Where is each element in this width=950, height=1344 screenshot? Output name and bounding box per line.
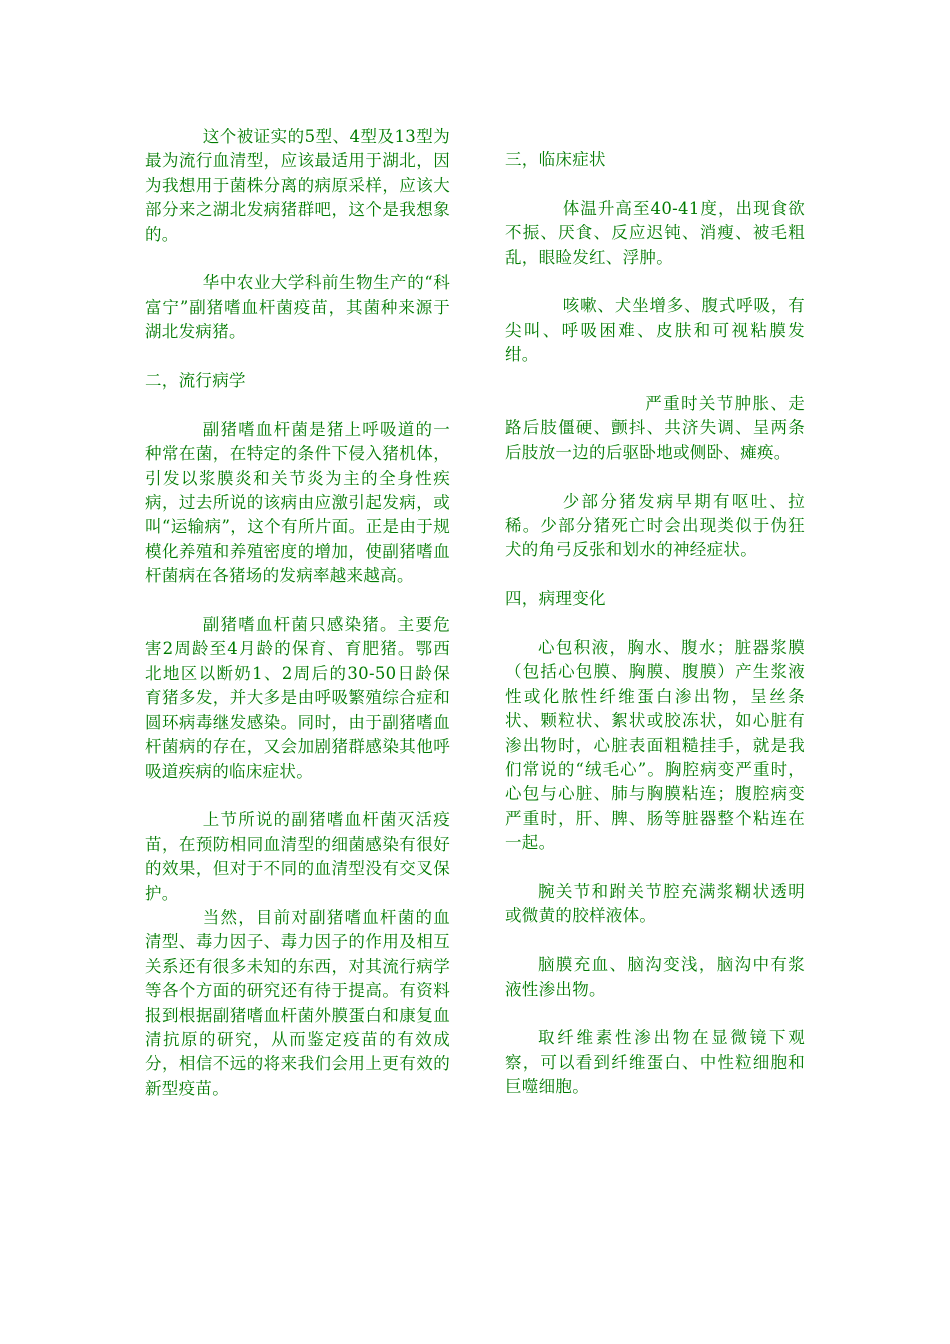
section-heading: 四，病理变化 <box>505 589 606 609</box>
paragraph: 上节所说的副猪嗜血杆菌灭活疫苗，在预防相同血清型的细菌感染有很好的效果，但对于不同的血清型没有交叉保护。 <box>145 810 450 903</box>
section-heading: 二，流行病学 <box>145 371 246 391</box>
paragraph: 副猪嗜血杆菌只感染猪。主要危害2周龄至4月龄的保育、育肥猪。鄂西北地区以断奶1、2周后的30-50日龄保育猪多发，并大多是由呼吸繁殖综合症和圆环病毒继发感染。同时，由于副猪嗜血杆菌病的存在，又会加剧猪群感染其他呼吸道疾病的临床症状。 <box>145 615 450 781</box>
paragraph: 严重时关节肿胀、走路后肢僵硬、颤抖、共济失调、呈两条后肢放一边的后驱卧地或侧卧、瘫痪。 <box>505 394 805 462</box>
paragraph: 取纤维素性渗出物在显微镜下观察，可以看到纤维蛋白、中性粒细胞和巨噬细胞。 <box>505 1028 805 1097</box>
paragraph: 少部分猪发病早期有呕吐、拉稀。少部分猪死亡时会出现类似于伪狂犬的角弓反张和划水的神经症状。 <box>505 491 805 560</box>
paragraph: 副猪嗜血杆菌是猪上呼吸道的一种常在菌，在特定的条件下侵入猪机体，引发以浆膜炎和关节炎为主的全身性疾病，过去所说的该病由应激引起发病，或叫“运输病”，这个有所片面。正是由于规模化养殖和养殖密度的增加，使副猪嗜血杆菌病在各猪场的发病率越来越高。 <box>145 419 450 586</box>
paragraph: 腕关节和跗关节腔充满浆糊状透明或微黄的胶样液体。 <box>505 882 805 926</box>
paragraph: 咳嗽、犬坐增多、腹式呼吸，有尖叫、呼吸困难、皮肤和可视粘膜发绀。 <box>505 296 805 365</box>
paragraph: 当然，目前对副猪嗜血杆菌的血清型、毒力因子、毒力因子的作用及相互关系还有很多未知的东西，对其流行病学等各个方面的研究还有待于提高。有资料报到根据副猪嗜血杆菌外膜蛋白和康复血清抗原的研究，从而鉴定疫苗的有效成分，相信不远的将来我们会用上更有效的新型疫苗。 <box>145 907 450 1098</box>
paragraph: 心包积液，胸水、腹水；脏器浆膜（包括心包膜、胸膜、腹膜）产生浆液性或化脓性纤维蛋白渗出物，呈丝条状、颗粒状、絮状或胶冻状，如心脏有渗出物时，心脏表面粗糙挂手，就是我们常说的“绒毛心”。胸腔病变严重时，心包与心脏、肺与胸膜粘连；腹腔病变严重时，肝、脾、肠等脏器整个粘连在一起。 <box>505 638 805 853</box>
paragraph: 这个被证实的5型、4型及13型为最为流行血清型，应该最适用于湖北，因为我想用于菌株分离的病原采样，应该大部分来之湖北发病猪群吧，这个是我想象的。 <box>145 127 450 244</box>
paragraph: 脑膜充血、脑沟变浅，脑沟中有浆液性渗出物。 <box>505 955 805 999</box>
left-column <box>145 125 450 1126</box>
right-column <box>505 148 805 1124</box>
paragraph: 体温升高至40-41度，出现食欲不振、厌食、反应迟钝、消瘦、被毛粗乱，眼睑发红、浮肿。 <box>505 198 805 267</box>
paragraph: 华中农业大学科前生物生产的“科富宁”副猪嗜血杆菌疫苗，其菌种来源于湖北发病猪。 <box>145 273 450 342</box>
section-heading: 三，临床症状 <box>505 150 606 169</box>
